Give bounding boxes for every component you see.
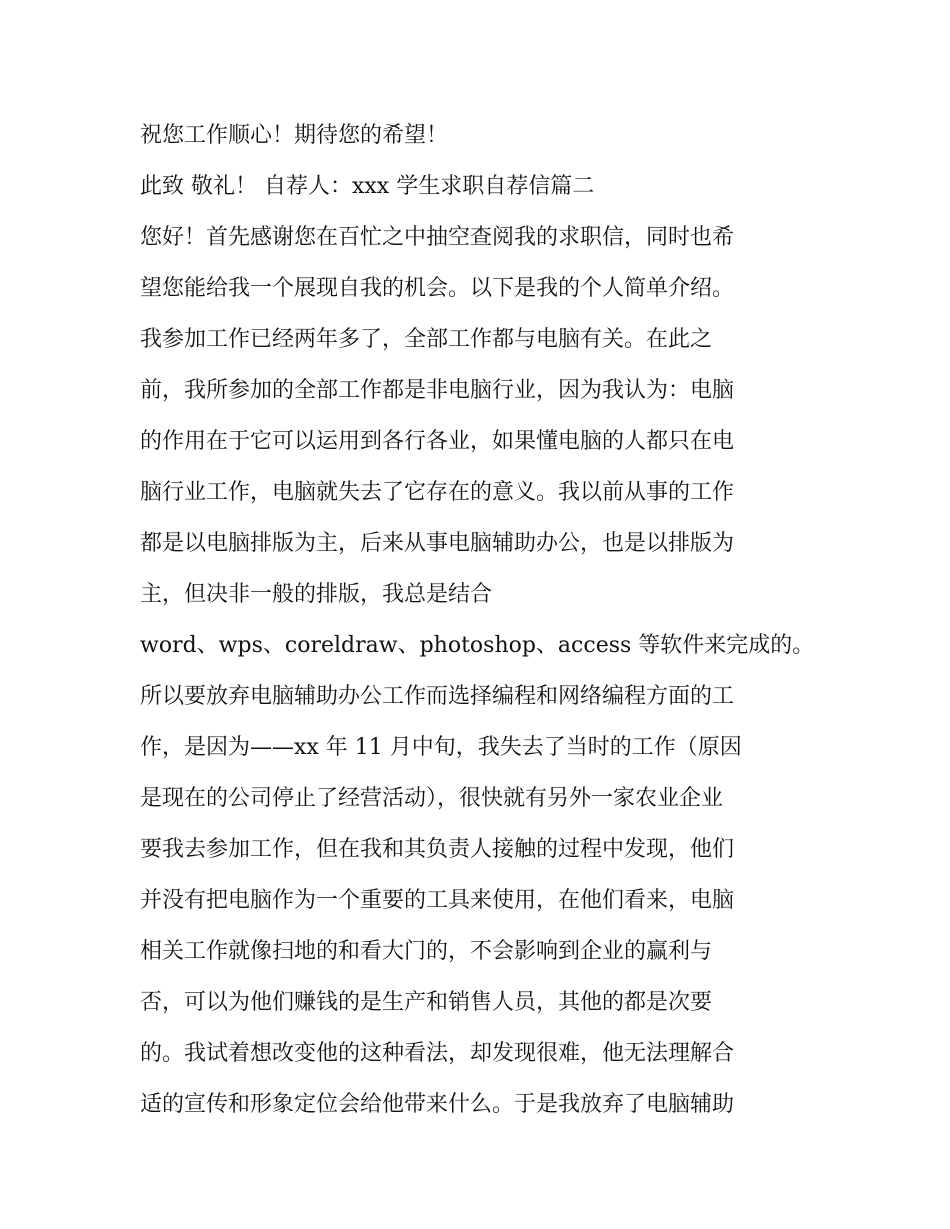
text-line: 要我去参加工作，但在我和其负责人接触的过程中发现，他们 xyxy=(140,837,735,862)
text-line: 作，是因为——xx 年 11 月中旬，我失去了当时的工作（原因 xyxy=(140,735,742,760)
text-line: 主，但决非一般的排版，我总是结合 xyxy=(140,582,493,607)
text-line: 相关工作就像扫地的和看大门的，不会影响到企业的赢利与 xyxy=(140,939,713,964)
text-line: word、wps、coreldraw、photoshop、access 等软件来完成的。 xyxy=(140,633,815,658)
text-line: 望您能给我一个展现自我的机会。以下是我的个人简单介绍。 xyxy=(140,276,735,301)
text-line: 脑行业工作，电脑就失去了它存在的意义。我以前从事的工作 xyxy=(140,480,735,505)
text-line: 前，我所参加的全部工作都是非电脑行业，因为我认为：电脑 xyxy=(140,378,735,403)
text-line: 并没有把电脑作为一个重要的工具来使用，在他们看来，电脑 xyxy=(140,888,735,913)
text-line: 您好！首先感谢您在百忙之中抽空查阅我的求职信，同时也希 xyxy=(140,225,735,250)
text-line: 否，可以为他们赚钱的是生产和销售人员，其他的都是次要 xyxy=(140,990,713,1015)
text-line: 我参加工作已经两年多了，全部工作都与电脑有关。在此之 xyxy=(140,327,713,352)
text-line: 的。我试着想改变他的这种看法，却发现很难，他无法理解合 xyxy=(140,1041,735,1066)
text-line: 所以要放弃电脑辅助办公工作而选择编程和网络编程方面的工 xyxy=(140,684,735,709)
text-line: 祝您工作顺心！期待您的希望！ xyxy=(140,123,449,148)
text-line: 是现在的公司停止了经营活动），很快就有另外一家农业企业 xyxy=(140,786,724,811)
text-line: 此致 敬礼！ 自荐人：xxx 学生求职自荐信篇二 xyxy=(140,174,595,199)
text-line: 适的宣传和形象定位会给他带来什么。于是我放弃了电脑辅助 xyxy=(140,1092,735,1117)
text-line: 都是以电脑排版为主，后来从事电脑辅助办公，也是以排版为 xyxy=(140,531,735,556)
text-line: 的作用在于它可以运用到各行各业，如果懂电脑的人都只在电 xyxy=(140,429,735,454)
letter-body xyxy=(140,110,830,1130)
